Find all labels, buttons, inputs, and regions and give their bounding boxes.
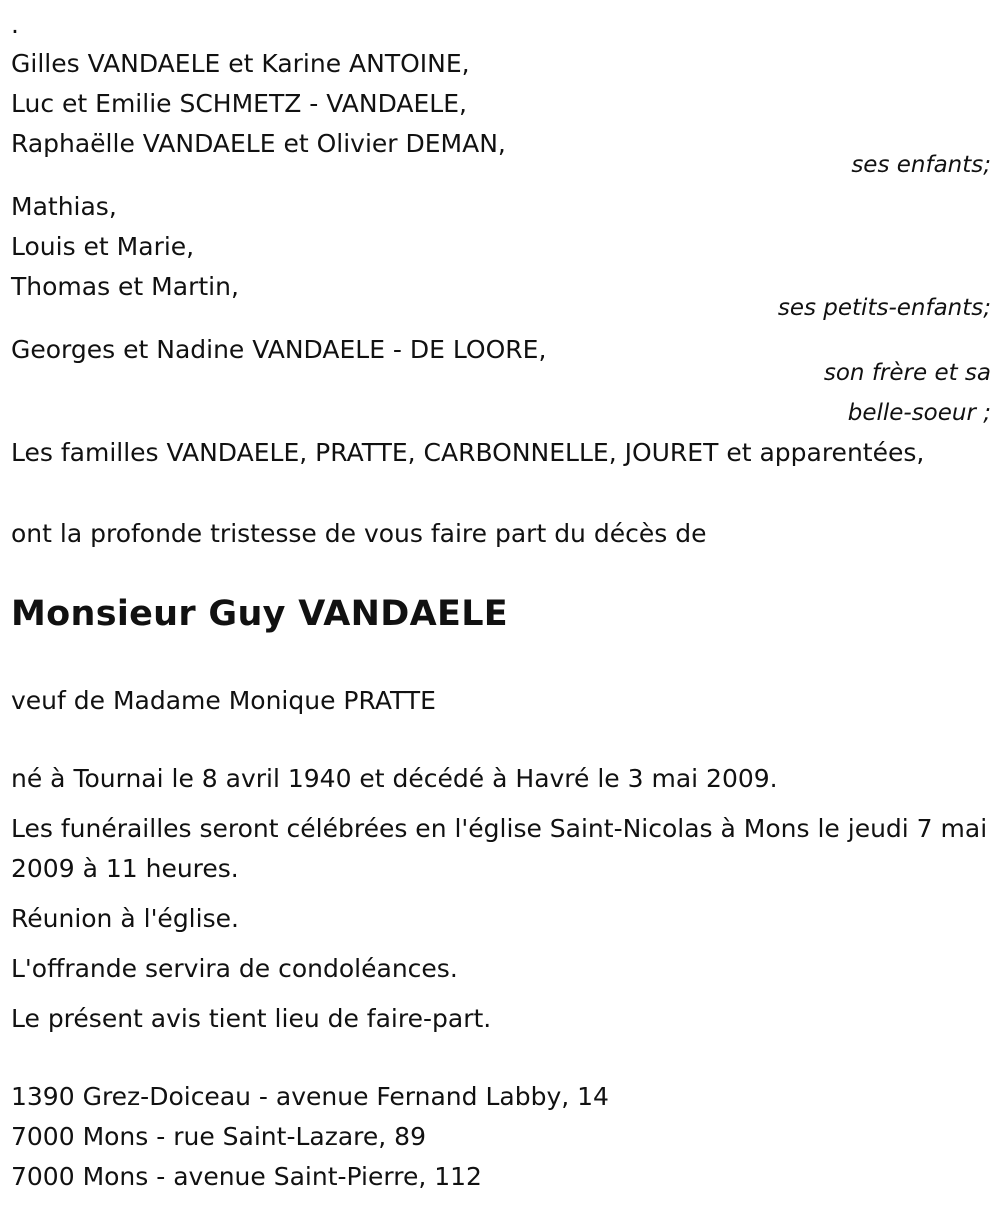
sibling-role-line-2: belle-soeur ; bbox=[847, 400, 991, 426]
grandchildren-role: ses petits-enfants; bbox=[777, 295, 991, 321]
notice-note-line: Le présent avis tient lieu de faire-part. bbox=[11, 1004, 492, 1033]
leading-mark: . bbox=[11, 10, 19, 39]
grandchildren-block bbox=[11, 187, 991, 330]
child-line-2: Luc et Emilie SCHMETZ - VANDAELE, bbox=[11, 89, 467, 118]
address-line-1: 1390 Grez-Doiceau - avenue Fernand Labby, 14 bbox=[11, 1082, 609, 1111]
offering-line: L'offrande servira de condoléances. bbox=[11, 954, 458, 983]
deceased-name: Monsieur Guy VANDAELE bbox=[11, 594, 509, 634]
families-line: Les familles VANDAELE, PRATTE, CARBONNELLE, JOURET et apparentées, bbox=[11, 438, 925, 467]
address-line-2: 7000 Mons - rue Saint-Lazare, 89 bbox=[11, 1122, 426, 1151]
birth-death-line: né à Tournai le 8 avril 1940 et décédé à Havré le 3 mai 2009. bbox=[11, 764, 778, 793]
sibling-line: Georges et Nadine VANDAELE - DE LOORE, bbox=[11, 335, 547, 364]
children-block bbox=[11, 44, 991, 187]
obituary-notice bbox=[11, 6, 991, 1197]
grandchild-line-2: Louis et Marie, bbox=[11, 232, 195, 261]
children-role: ses enfants; bbox=[851, 152, 991, 178]
meeting-line: Réunion à l'église. bbox=[11, 904, 239, 933]
funeral-paragraph: Les funérailles seront célébrées en l'église Saint-Nicolas à Mons le jeudi 7 mai 2009 à 11 heures. bbox=[11, 814, 988, 883]
addresses-block bbox=[11, 1077, 991, 1197]
child-line-1: Gilles VANDAELE et Karine ANTOINE, bbox=[11, 49, 470, 78]
sibling-role-line-1: son frère et sa bbox=[823, 360, 991, 386]
sibling-block bbox=[11, 330, 991, 433]
grandchild-line-1: Mathias, bbox=[11, 192, 117, 221]
announcement-line: ont la profonde tristesse de vous faire part du décès de bbox=[11, 519, 707, 548]
widower-line: veuf de Madame Monique PRATTE bbox=[11, 686, 436, 715]
grandchild-line-3: Thomas et Martin, bbox=[11, 272, 239, 301]
child-line-3: Raphaëlle VANDAELE et Olivier DEMAN, bbox=[11, 129, 506, 158]
address-line-3: 7000 Mons - avenue Saint-Pierre, 112 bbox=[11, 1162, 482, 1191]
